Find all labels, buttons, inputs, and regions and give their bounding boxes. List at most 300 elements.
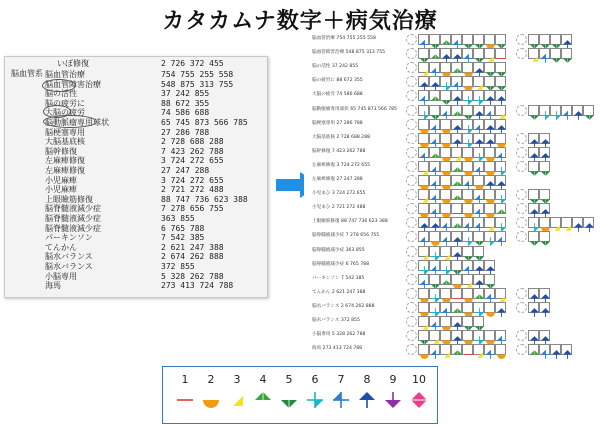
symbol-cell xyxy=(462,90,473,101)
symbol-cell xyxy=(418,48,429,59)
symbol-cell xyxy=(440,119,451,130)
symbol-cell xyxy=(440,288,451,299)
symbol-cell xyxy=(440,344,451,355)
sheet-row-label: 小児まひ 3 724 272 655 xyxy=(312,191,366,197)
dotted-circle-icon xyxy=(516,105,527,116)
dotted-circle-icon xyxy=(406,330,417,341)
symbol-cell xyxy=(484,76,495,87)
symbol-cell xyxy=(429,76,440,87)
paper-row-name: 大脳の疲労 xyxy=(45,108,85,118)
symbol-cell xyxy=(484,260,495,271)
sheet-row-label: 小脳専用 5 328 262 788 xyxy=(312,332,366,338)
sheet-row-label: 小児まひ 2 721 272 488 xyxy=(312,205,366,211)
symbol-cell xyxy=(462,76,473,87)
symbol-cell xyxy=(473,175,484,186)
symbol-cell xyxy=(429,231,440,242)
sheet-row xyxy=(304,175,598,187)
symbol-cell xyxy=(528,48,539,59)
symbol-cell xyxy=(440,302,451,313)
symbol-cell xyxy=(418,246,429,257)
symbol-cell xyxy=(429,133,440,144)
symbol-cell xyxy=(495,344,506,355)
symbol-cell xyxy=(473,288,484,299)
paper-row-value: 5 328 262 788 xyxy=(161,271,224,281)
symbol-cell xyxy=(440,48,451,59)
sheet-row xyxy=(304,302,598,314)
paper-row-value: 3 724 272 655 xyxy=(161,156,224,166)
legend-item xyxy=(381,373,405,410)
symbol-cell xyxy=(484,288,495,299)
symbol-cell xyxy=(429,246,440,257)
symbol-cell xyxy=(561,217,572,228)
symbol-cell xyxy=(451,316,462,327)
dotted-circle-icon xyxy=(516,330,527,341)
symbol-cell xyxy=(440,189,451,200)
sheet-row-label: 脳血管治療 754 755 255 558 xyxy=(312,36,376,41)
sheet-row-label: 脳水バランス 2 674 262 888 xyxy=(312,303,375,309)
symbol-cell xyxy=(418,260,429,271)
symbol-cell xyxy=(429,288,440,299)
symbol-cell xyxy=(495,147,506,158)
legend-item xyxy=(173,373,197,410)
pink-diamond-icon xyxy=(407,390,431,410)
symbol-cell xyxy=(473,147,484,158)
symbol-cell xyxy=(462,274,473,285)
dotted-circle-icon xyxy=(406,217,417,228)
symbol-sheet xyxy=(304,34,598,364)
paper-row-value: 65 745 873 566 785 xyxy=(161,118,248,127)
sheet-row xyxy=(304,203,598,215)
symbol-cell xyxy=(484,34,495,45)
symbol-cell xyxy=(473,203,484,214)
paper-row xyxy=(5,156,267,166)
dotted-circle-icon xyxy=(406,316,417,327)
paper-row-value: 37 242 855 xyxy=(161,89,210,99)
symbol-cell xyxy=(484,119,495,130)
symbol-cell xyxy=(451,76,462,87)
symbol-cell xyxy=(550,34,561,45)
symbol-cell xyxy=(451,34,462,45)
symbol-cell xyxy=(418,274,429,285)
sheet-row xyxy=(304,133,598,145)
symbol-cell xyxy=(561,48,572,59)
dotted-circle-icon xyxy=(406,119,417,130)
legend-number: 2 xyxy=(207,373,215,386)
symbol-cell xyxy=(495,90,506,101)
sheet-row-label: 左麻痺修復 27 247 288 xyxy=(312,177,363,182)
symbol-cell xyxy=(473,302,484,313)
symbol-cell xyxy=(550,344,561,355)
paper-row-name: 脳血管障害治療 xyxy=(45,79,101,89)
sheet-row-label: 上眼瞼筋修復 88 747 736 623 388 xyxy=(312,219,388,225)
blue-corner-icon xyxy=(329,390,353,410)
dotted-circle-icon xyxy=(406,175,417,186)
symbol-cell xyxy=(528,133,539,144)
page-title: カタカムナ数字＋病気治療 xyxy=(162,9,438,34)
symbol-cell xyxy=(539,161,550,172)
symbol-cell xyxy=(429,62,440,73)
sheet-row xyxy=(304,62,598,74)
symbol-cell xyxy=(539,147,550,158)
symbol-cell xyxy=(429,90,440,101)
dotted-circle-icon xyxy=(516,288,527,299)
symbol-cell xyxy=(495,62,506,73)
dotted-circle-icon xyxy=(406,105,417,116)
sheet-row-label: 海馬 273 413 724 788 xyxy=(312,346,363,352)
symbol-cell xyxy=(495,330,506,341)
legend-number: 10 xyxy=(412,373,426,386)
symbol-cell xyxy=(418,316,429,327)
sheet-row xyxy=(304,330,598,342)
paper-row-value: 2 728 688 288 xyxy=(161,137,224,147)
dotted-circle-icon xyxy=(406,62,417,73)
symbol-cell xyxy=(583,217,594,228)
paper-row-name: 脳幹修復 xyxy=(45,146,77,156)
sheet-row xyxy=(304,189,598,201)
sheet-row xyxy=(304,34,598,46)
dotted-circle-icon xyxy=(516,147,527,158)
paper-row xyxy=(5,252,267,262)
symbol-cell xyxy=(528,147,539,158)
symbol-cell xyxy=(561,105,572,116)
symbol-cell xyxy=(462,34,473,45)
paper-row-value: 548 875 313 755 xyxy=(161,79,234,89)
symbol-cell xyxy=(495,119,506,130)
symbol-cell xyxy=(484,189,495,200)
sheet-row xyxy=(304,274,598,286)
dotted-circle-icon xyxy=(516,231,527,242)
dotted-circle-icon xyxy=(516,48,527,59)
symbol-cell xyxy=(473,274,484,285)
green-triangle-icon xyxy=(251,390,275,410)
legend-number: 6 xyxy=(311,373,319,386)
paper-row-name: 海馬 xyxy=(45,281,61,291)
symbol-cell xyxy=(539,34,550,45)
paper-row-value: 7 423 262 788 xyxy=(161,146,224,156)
symbol-cell xyxy=(583,105,594,116)
paper-row xyxy=(5,204,267,214)
symbol-cell xyxy=(484,62,495,73)
paper-row-name: 脳脊髄液減少症 xyxy=(45,214,101,223)
symbol-cell xyxy=(561,344,572,355)
dotted-circle-icon xyxy=(406,189,417,200)
circle-mark xyxy=(43,115,97,128)
symbol-cell xyxy=(418,161,429,172)
symbol-cell xyxy=(495,203,506,214)
symbol-cell xyxy=(429,161,440,172)
legend-number: 8 xyxy=(363,373,371,386)
paper-row-value: 27 286 788 xyxy=(161,127,210,137)
symbol-cell xyxy=(484,133,495,144)
paper-row-name: 脳脊髄液減少症 xyxy=(45,204,101,214)
circle-mark xyxy=(42,79,76,92)
legend-number: 3 xyxy=(233,373,241,386)
dotted-circle-icon xyxy=(516,203,527,214)
symbol-cell xyxy=(539,48,550,59)
sheet-row-label: 脳幹修復 7 423 262 788 xyxy=(312,148,366,154)
dotted-circle-icon xyxy=(406,34,417,45)
symbol-cell xyxy=(418,175,429,186)
paper-row-name: 脳水バランス xyxy=(45,252,93,262)
symbol-cell xyxy=(440,330,451,341)
symbol-cell xyxy=(462,105,473,116)
symbol-cell xyxy=(462,175,473,186)
symbol-cell xyxy=(418,119,429,130)
symbol-cell xyxy=(572,105,583,116)
symbol-cell xyxy=(429,316,440,327)
symbol-cell xyxy=(550,105,561,116)
symbol-cell xyxy=(473,344,484,355)
symbol-cell xyxy=(528,344,539,355)
symbol-cell xyxy=(528,330,539,341)
paper-row-name: てんかん xyxy=(45,242,77,252)
paper-side-note: 脳血管系 xyxy=(11,69,43,78)
symbol-cell xyxy=(462,217,473,228)
paper-row xyxy=(5,137,267,147)
symbol-cell xyxy=(462,133,473,144)
symbol-cell xyxy=(473,330,484,341)
sheet-row-label: 脳脊髄液減少症 7 278 656 755 xyxy=(312,233,380,239)
symbol-cell xyxy=(484,330,495,341)
symbol-cell xyxy=(528,161,539,172)
dotted-circle-icon xyxy=(516,34,527,45)
symbol-cell xyxy=(429,203,440,214)
symbol-cell xyxy=(473,260,484,271)
symbol-cell xyxy=(418,330,429,341)
symbol-cell xyxy=(484,175,495,186)
sheet-row xyxy=(304,288,598,300)
paper-row-value: 754 755 255 558 xyxy=(161,70,234,79)
dotted-circle-icon xyxy=(406,48,417,59)
sheet-row-label: 脳水バランス 372 855 xyxy=(312,318,360,323)
symbol-cell xyxy=(528,105,539,116)
symbol-cell xyxy=(495,175,506,186)
symbol-cell xyxy=(462,302,473,313)
legend-item xyxy=(277,373,301,410)
sheet-row xyxy=(304,260,598,272)
sheet-row xyxy=(304,231,598,243)
symbol-cell xyxy=(440,217,451,228)
dotted-circle-icon xyxy=(406,246,417,257)
symbol-cell xyxy=(473,62,484,73)
symbol-cell xyxy=(484,203,495,214)
symbol-cell xyxy=(473,217,484,228)
paper-row xyxy=(5,233,267,243)
symbol-cell xyxy=(462,288,473,299)
dotted-circle-icon xyxy=(406,302,417,313)
paper-row-name: 脳梗塞専用 xyxy=(45,127,85,137)
symbol-cell xyxy=(451,133,462,144)
symbol-cell xyxy=(495,288,506,299)
paper-row xyxy=(5,281,267,291)
paper-row-name: 脳動脈瘤専用球状 xyxy=(45,118,109,127)
symbol-cell xyxy=(451,344,462,355)
paper-row-name: 脳の疲労に xyxy=(45,98,85,108)
symbol-cell xyxy=(418,90,429,101)
dotted-circle-icon xyxy=(406,203,417,214)
paper-row-name: 脳血管治療 xyxy=(45,70,85,79)
symbol-cell xyxy=(484,274,495,285)
symbol-cell xyxy=(473,105,484,116)
symbol-cell xyxy=(418,344,429,355)
symbol-cell xyxy=(484,161,495,172)
paper-row-value: 88 747 736 623 388 xyxy=(161,194,248,204)
symbol-cell xyxy=(451,288,462,299)
paper-row xyxy=(5,224,267,234)
symbol-cell xyxy=(462,189,473,200)
symbol-cell xyxy=(473,76,484,87)
symbol-cell xyxy=(484,147,495,158)
paper-row-name: 小児麻痺 xyxy=(45,185,77,195)
symbol-cell xyxy=(484,48,495,59)
symbol-cell xyxy=(440,316,451,327)
sheet-row xyxy=(304,76,598,88)
symbol-cell xyxy=(440,147,451,158)
sheet-row xyxy=(304,246,598,258)
symbol-cell xyxy=(429,105,440,116)
paper-row-value: 2 721 272 488 xyxy=(161,185,224,195)
symbol-cell xyxy=(539,231,550,242)
dotted-circle-icon xyxy=(516,217,527,228)
symbol-cell xyxy=(528,203,539,214)
red-line-icon xyxy=(173,390,197,410)
symbol-cell xyxy=(418,147,429,158)
sheet-row xyxy=(304,147,598,159)
symbol-cell xyxy=(539,203,550,214)
legend-number: 7 xyxy=(337,373,345,386)
symbol-cell xyxy=(418,217,429,228)
symbol-cell xyxy=(462,246,473,257)
symbol-cell xyxy=(451,302,462,313)
sheet-row xyxy=(304,344,598,356)
dotted-circle-icon xyxy=(406,90,417,101)
symbol-cell xyxy=(473,133,484,144)
dotted-circle-icon xyxy=(406,344,417,355)
symbol-cell xyxy=(418,203,429,214)
dotted-circle-icon xyxy=(406,147,417,158)
symbol-cell xyxy=(418,231,429,242)
paper-row xyxy=(5,166,267,176)
symbol-cell xyxy=(462,119,473,130)
symbol-cell xyxy=(473,161,484,172)
symbol-cell xyxy=(462,147,473,158)
symbol-cell xyxy=(440,203,451,214)
symbol-cell xyxy=(484,217,495,228)
symbol-cell xyxy=(528,34,539,45)
symbol-cell xyxy=(539,217,550,228)
paper-row-value: 3 724 272 655 xyxy=(161,175,224,185)
symbol-cell xyxy=(495,133,506,144)
symbol-cell xyxy=(418,302,429,313)
symbol-cell xyxy=(429,217,440,228)
paper-row-value: 27 247 288 xyxy=(161,166,210,175)
paper-row-name: 左麻痺修復 xyxy=(45,156,85,166)
sheet-row-label: パーキンソン 7 542 385 xyxy=(312,275,365,281)
legend-item xyxy=(329,373,353,410)
paper-row xyxy=(5,185,267,195)
symbol-cell xyxy=(451,260,462,271)
symbol-cell xyxy=(539,302,550,313)
symbol-cell xyxy=(473,119,484,130)
symbol-cell xyxy=(462,62,473,73)
symbol-cell xyxy=(550,217,561,228)
symbol-cell xyxy=(539,344,550,355)
paper-row-value: 7 278 656 755 xyxy=(161,204,224,214)
sheet-row-label: 左麻痺修復 3 724 272 655 xyxy=(312,162,371,168)
symbol-cell xyxy=(473,34,484,45)
symbol-cell xyxy=(440,260,451,271)
symbol-cell xyxy=(440,76,451,87)
symbol-cell xyxy=(462,203,473,214)
symbol-cell xyxy=(451,175,462,186)
paper-row-name: 左麻痺修復 xyxy=(45,166,85,175)
sheet-row xyxy=(304,119,598,131)
paper-row-name: 小児麻痺 xyxy=(45,175,77,185)
symbol-cell xyxy=(451,147,462,158)
blue-umbrella-icon xyxy=(355,390,379,410)
symbol-cell xyxy=(429,48,440,59)
paper-row-value: 372 855 xyxy=(161,262,195,271)
symbol-cell xyxy=(451,203,462,214)
dotted-circle-icon xyxy=(406,274,417,285)
symbol-cell xyxy=(440,90,451,101)
legend-item xyxy=(355,373,379,410)
paper-row-value: 2 674 262 888 xyxy=(161,252,224,262)
symbol-cell xyxy=(572,217,583,228)
symbol-cell xyxy=(495,48,506,59)
symbol-cell xyxy=(539,105,550,116)
symbol-cell xyxy=(429,330,440,341)
symbol-cell xyxy=(418,189,429,200)
legend-item xyxy=(303,373,327,410)
symbol-cell xyxy=(528,231,539,242)
legend-item xyxy=(225,373,249,410)
paper-row xyxy=(5,89,267,99)
sheet-row-label: 脳血管障害治療 548 875 313 755 xyxy=(312,50,386,56)
symbol-cell xyxy=(484,344,495,355)
legend-item xyxy=(251,373,275,410)
paper-row-name: 脳脊髄液減少症 xyxy=(45,223,101,233)
paper-row-name: パーキンソン xyxy=(45,233,93,243)
legend-number: 9 xyxy=(389,373,397,386)
sheet-row-label: 脳の活性 37 242 855 xyxy=(312,64,359,70)
symbol-cell xyxy=(495,105,506,116)
symbol-cell xyxy=(440,231,451,242)
symbol-cell xyxy=(429,34,440,45)
symbol-cell xyxy=(451,105,462,116)
paper-row xyxy=(5,70,267,80)
symbol-cell xyxy=(451,231,462,242)
symbol-legend xyxy=(162,366,438,424)
paper-row-value: 273 413 724 788 xyxy=(161,281,234,291)
paper-row-name: 上眼瞼筋修復 xyxy=(45,194,93,204)
paper-row-value: 6 765 788 xyxy=(161,223,205,233)
symbol-cell xyxy=(528,302,539,313)
symbol-cell xyxy=(495,76,506,87)
dotted-circle-icon xyxy=(406,260,417,271)
symbol-cell xyxy=(429,189,440,200)
symbol-cell xyxy=(440,62,451,73)
symbol-cell xyxy=(495,189,506,200)
orange-half-circle-icon xyxy=(199,390,223,410)
symbol-cell xyxy=(484,302,495,313)
symbol-cell xyxy=(550,48,561,59)
symbol-cell xyxy=(429,344,440,355)
sheet-row xyxy=(304,161,598,173)
dotted-circle-icon xyxy=(406,133,417,144)
symbol-cell xyxy=(473,231,484,242)
symbol-cell xyxy=(440,175,451,186)
